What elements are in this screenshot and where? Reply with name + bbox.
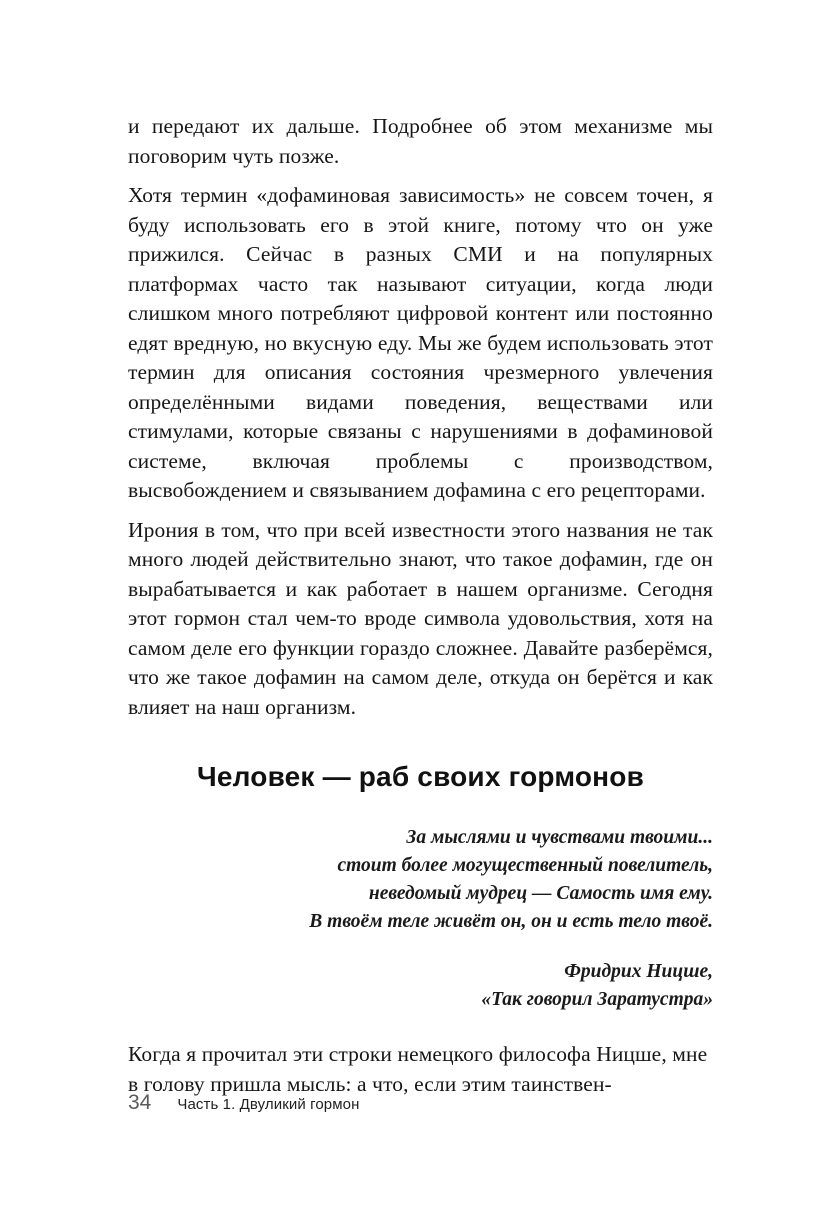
paragraph: Ирония в том, что при всей известности этого названия не так много людей действительно знают, что такое дофамин, где он вырабатывается и как работает в нашем организме. Сегодня этот гормон стал чем-то вроде символа удовольствия, хотя на самом деле его функции гораздо сложнее. Давайте разберёмся, что же такое дофамин на самом деле, откуда он берётся и как влияет на наш организм. — [128, 517, 713, 719]
epigraph — [128, 824, 713, 936]
attribution-source: «Так говорил Заратустра» — [481, 989, 713, 1010]
running-title: Часть 1. Двуликий гормон — [177, 1096, 360, 1113]
page-footer — [128, 1091, 359, 1115]
paragraph: Когда я прочитал эти строки немецкого философа Ницше, мне в голову пришла мысль: а что, если этим таинствен- — [128, 1042, 708, 1096]
paragraph: Хотя термин «дофаминовая зависимость» не совсем точен, я буду использовать его в этой книге, потому что он уже прижился. Сейчас в разных СМИ и на популярных платформах часто так называют ситуации, когда люди слишком много потребляют цифровой контент или постоянно едят вредную, но вкусную еду. Мы же будем использовать этот термин для описания состояния чрезмерного увлечения определёнными видами поведения, веществами или стимулами, которые связаны с нарушениями в дофаминовой системе, включая проблемы с производством, высвобождением и связыванием дофамина с его рецепторами. — [128, 183, 713, 502]
epigraph-line: За мыслями и чувствами твоими... — [406, 827, 713, 848]
section-heading: Человек — раб своих гормонов — [197, 761, 644, 792]
attribution-author: Фридрих Ницше, — [564, 961, 713, 982]
page-content — [128, 112, 713, 1099]
paragraph-continuation: и передают их дальше. Подробнее об этом механизме мы поговорим чуть позже. — [128, 114, 713, 168]
epigraph-attribution — [128, 958, 713, 1014]
epigraph-line: неведомый мудрец — Самость имя ему. — [368, 883, 713, 904]
epigraph-line: В твоём теле живёт он, он и есть тело твоё. — [309, 911, 713, 932]
page-number: 34 — [128, 1091, 152, 1114]
epigraph-line: стоит более могущественный повелитель, — [337, 855, 713, 876]
